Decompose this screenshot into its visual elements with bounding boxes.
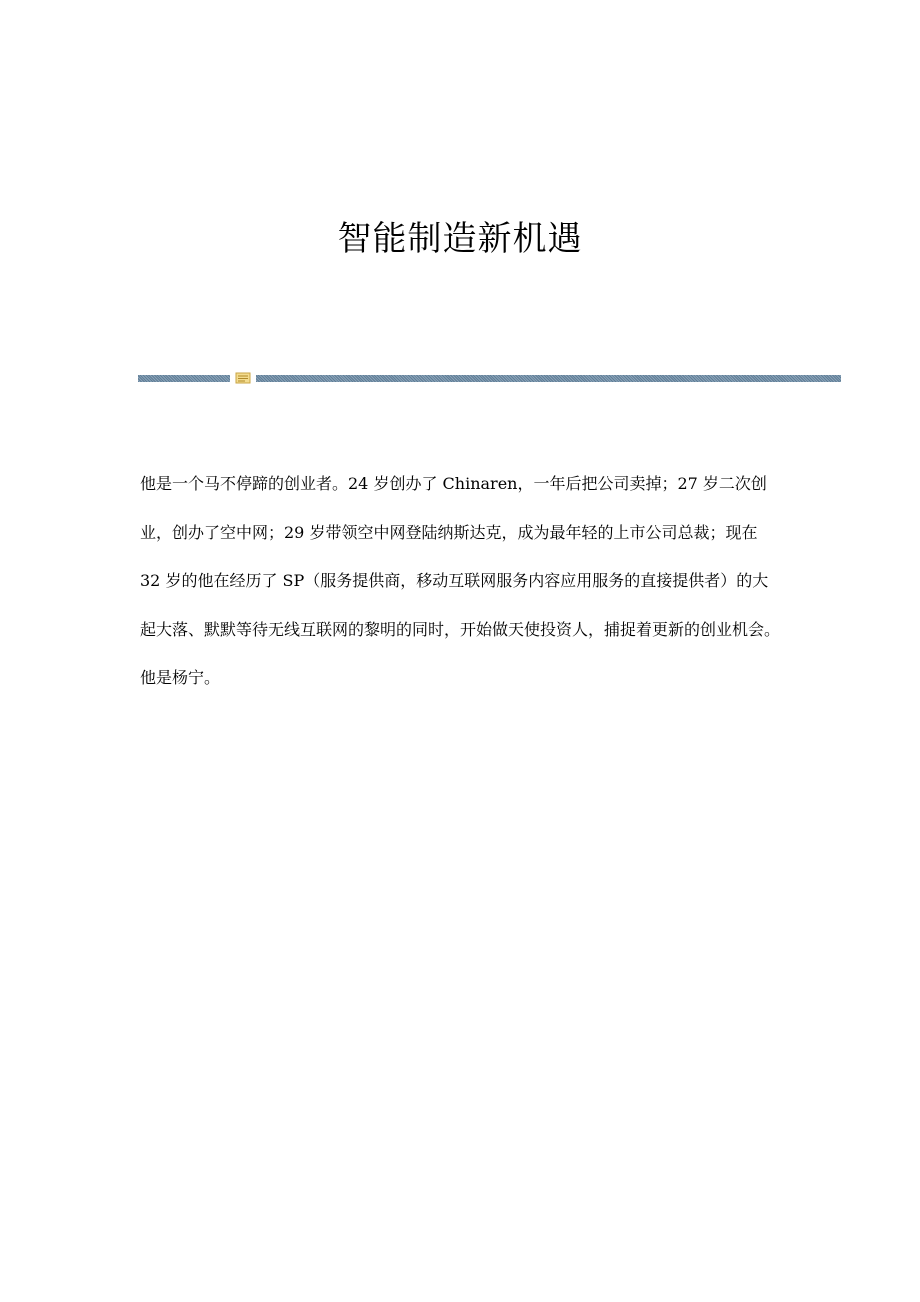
divider-ornament-icon <box>235 372 251 384</box>
paragraph-name: 他是杨宁。 <box>140 668 221 687</box>
divider-bar-right <box>256 375 841 382</box>
paragraph-intro: 他是一个马不停蹄的创业者。24 岁创办了 Chinaren，一年后把公司卖掉；27 岁二次创业，创办了空中网；29 岁带领空中网登陆纳斯达克，成为最年轻的上市公司总裁；现在 32 岁的他在经历了 SP（服务提供商，移动互联网服务内容应用服务的直接提供者）的大起大落、默默等待无线互联网的黎明的同时，开始做天使投资人，捕捉着更新的创业机会。 <box>140 474 781 639</box>
divider-bar-left <box>138 375 230 382</box>
document-title: 智能制造新机遇 <box>337 219 583 259</box>
title-divider <box>138 370 841 386</box>
article-body <box>140 460 780 703</box>
